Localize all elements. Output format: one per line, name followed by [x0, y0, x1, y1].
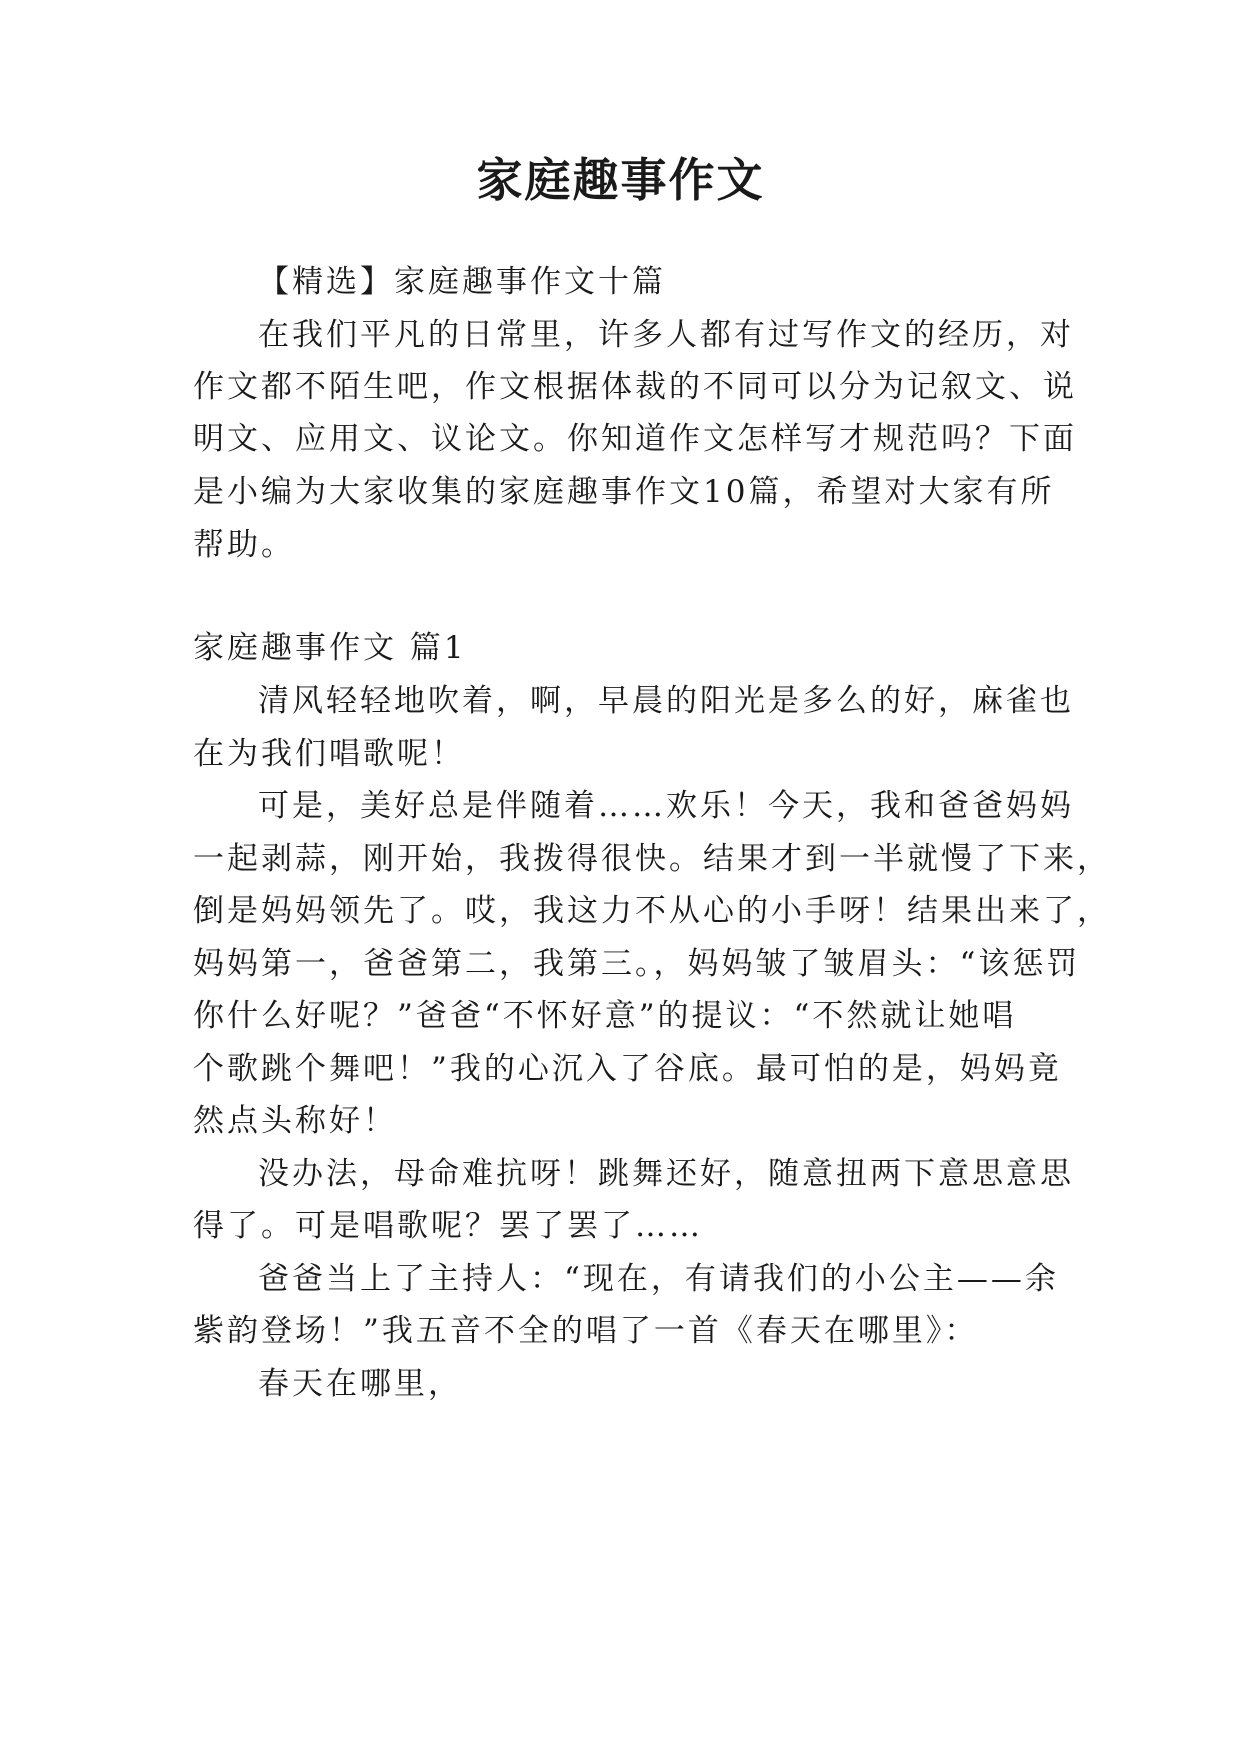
- body-paragraph-line: 你什么好呢？”爸爸“不怀好意”的提议：“不然就让她唱: [193, 998, 1017, 1034]
- body-paragraph-line: 倒是妈妈领先了。哎，我这力不从心的小手呀！结果出来了，: [193, 893, 1111, 929]
- body-paragraph-line: 清风轻轻地吹着，啊，早晨的阳光是多么的好，麻雀也: [258, 683, 1074, 719]
- section-heading: 家庭趣事作文 篇1: [193, 630, 467, 666]
- intro-paragraph-line: 明文、应用文、议论文。你知道作文怎样写才规范吗？下面: [193, 421, 1077, 457]
- body-paragraph-line: 没办法，母命难抗呀！跳舞还好，随意扭两下意思意思: [258, 1156, 1074, 1192]
- document-title: 家庭趣事作文: [476, 153, 765, 207]
- intro-paragraph-line: 帮助。: [193, 527, 295, 563]
- body-paragraph-line: 春天在哪里，: [258, 1366, 462, 1402]
- body-paragraph-line: 一起剥蒜，刚开始，我拨得很快。结果才到一半就慢了下来，: [193, 841, 1111, 877]
- intro-paragraph-line: 作文都不陌生吧，作文根据体裁的不同可以分为记叙文、说: [193, 369, 1077, 405]
- body-paragraph-line: 个歌跳个舞吧！”我的心沉入了谷底。最可怕的是，妈妈竟: [193, 1051, 1062, 1087]
- intro-paragraph-line: 在我们平凡的日常里，许多人都有过写作文的经历，对: [258, 317, 1074, 353]
- body-paragraph-line: 紫韵登场！”我五音不全的唱了一首《春天在哪里》：: [193, 1313, 979, 1349]
- body-paragraph-line: 妈妈第一，爸爸第二，我第三。，妈妈皱了皱眉头：“该惩罚: [193, 946, 1081, 982]
- body-paragraph-line: 然点头称好！: [193, 1103, 397, 1139]
- body-paragraph-line: 爸爸当上了主持人：“现在，有请我们的小公主——余: [258, 1261, 1059, 1297]
- body-paragraph-line: 得了。可是唱歌呢？罢了罢了……: [193, 1208, 703, 1244]
- body-paragraph-line: 在为我们唱歌呢！: [193, 736, 465, 772]
- subtitle-line: 【精选】家庭趣事作文十篇: [258, 264, 666, 300]
- intro-paragraph-line: 是小编为大家收集的家庭趣事作文10篇，希望对大家有所: [193, 474, 1055, 510]
- body-paragraph-line: 可是，美好总是伴随着……欢乐！今天，我和爸爸妈妈: [258, 788, 1074, 824]
